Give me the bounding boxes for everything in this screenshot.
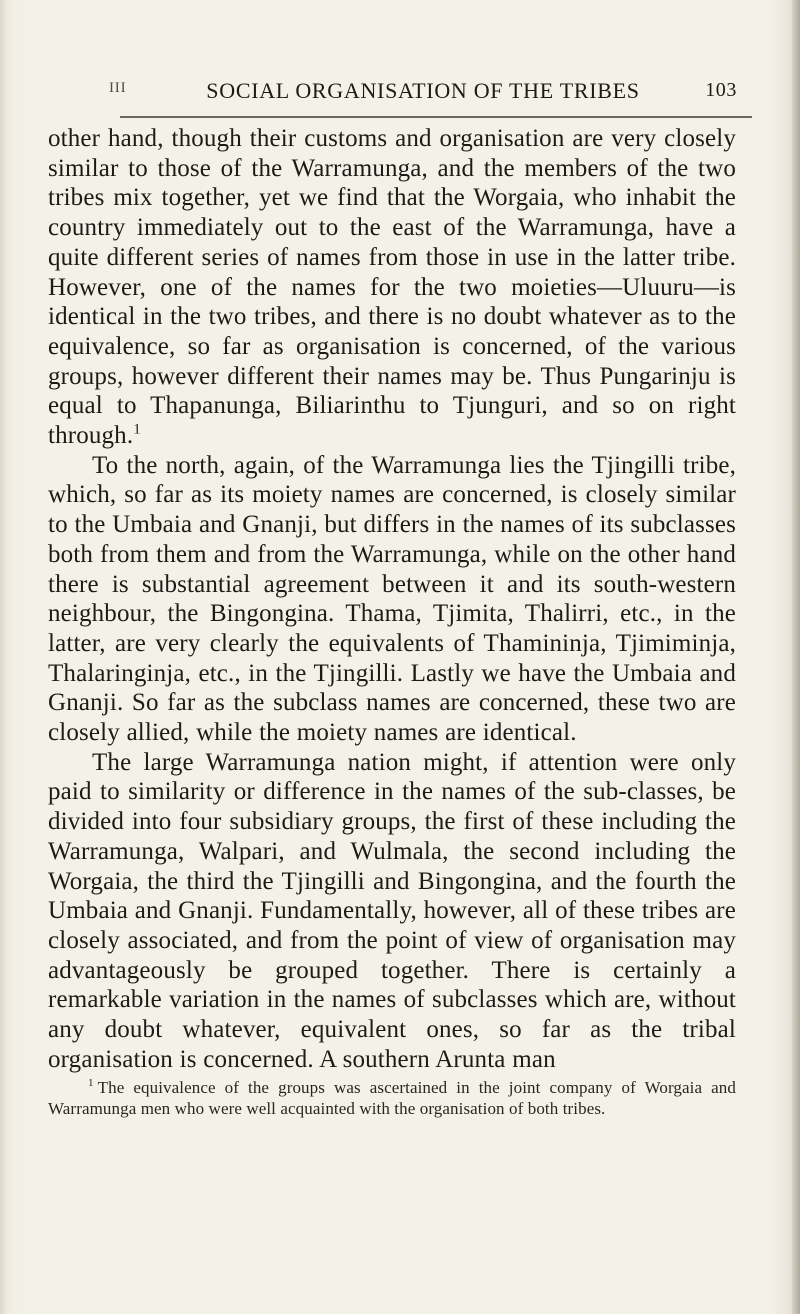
footnote-paragraph [48,1077,736,1119]
paragraph [48,748,736,1075]
paragraph-text: other hand, though their customs and organisation are very closely similar to those of the Warramunga, and the members of the two tribes mix together, yet we find that the Worgaia, who inhabit the country immediately out to the east of the Warramunga, have a quite different series of names from those in use in the latter tribe. However, one of the names for the two moieties—Uluuru—is identical in the two tribes, and there is no doubt whatever as to the equivalence, so far as organisation is concerned, of the various groups, however different their names may be. Thus Pungarinju is equal to Thapanunga, Biliarinthu to Tjunguri, and so on right through. [48,125,736,450]
footnote [48,1077,736,1119]
paragraph-text: The large Warramunga nation might, if attention were only paid to similarity or difference in the names of the sub-classes, be divided into four subsidiary groups, the first of these including the Warramunga, Walpari, and Wulmala, the second including the Worgaia, the third the Tjingilli and Bingongina, and the fourth the Umbaia and Gnanji. Fundamentally, however, all of these tribes are closely associated, and from the point of view of organisation may advantageously be grouped together. There is certainly a remarkable variation in the names of subclasses which are, without any doubt whatever, equivalent ones, so far as the tribal organisation is concerned. A southern Arunta man [48,748,736,1073]
chapter-number: III [109,80,127,96]
paragraph-text: To the north, again, of the Warramunga lies the Tjingilli tribe, which, so far as its moiety names are concerned, is closely similar to the Umbaia and Gnanji, but differs in the names of its subclasses both from them and from the Warramunga, while on the other hand there is substantial agreement between it and its south-western neighbour, the Bingongina. Thama, Tjimita, Thalirri, etc., in the latter, are very clearly the equivalents of Thamininja, Tjimiminja, Thalaringinja, etc., in the Tjingilli. Lastly we have the Umbaia and Gnanji. So far as the subclass names are concerned, these two are closely allied, while the moiety names are identical. [48,451,736,747]
body-text [48,124,736,1075]
footnote-number: 1 [88,1077,94,1090]
running-header [109,78,737,112]
page-left-shadow [0,0,6,1314]
footnote-reference: 1 [133,421,141,438]
paragraph [48,124,736,451]
page-right-edge [792,0,800,1314]
footnote-text: The equivalence of the groups was ascertained in the joint company of Worgaia and Warramunga men who were well acquainted with the organisation of both tribes. [48,1078,736,1118]
header-rule [120,116,752,118]
paragraph [48,451,736,748]
running-title: SOCIAL ORGANISATION OF THE TRIBES [206,78,640,103]
page-number: 103 [705,79,737,101]
